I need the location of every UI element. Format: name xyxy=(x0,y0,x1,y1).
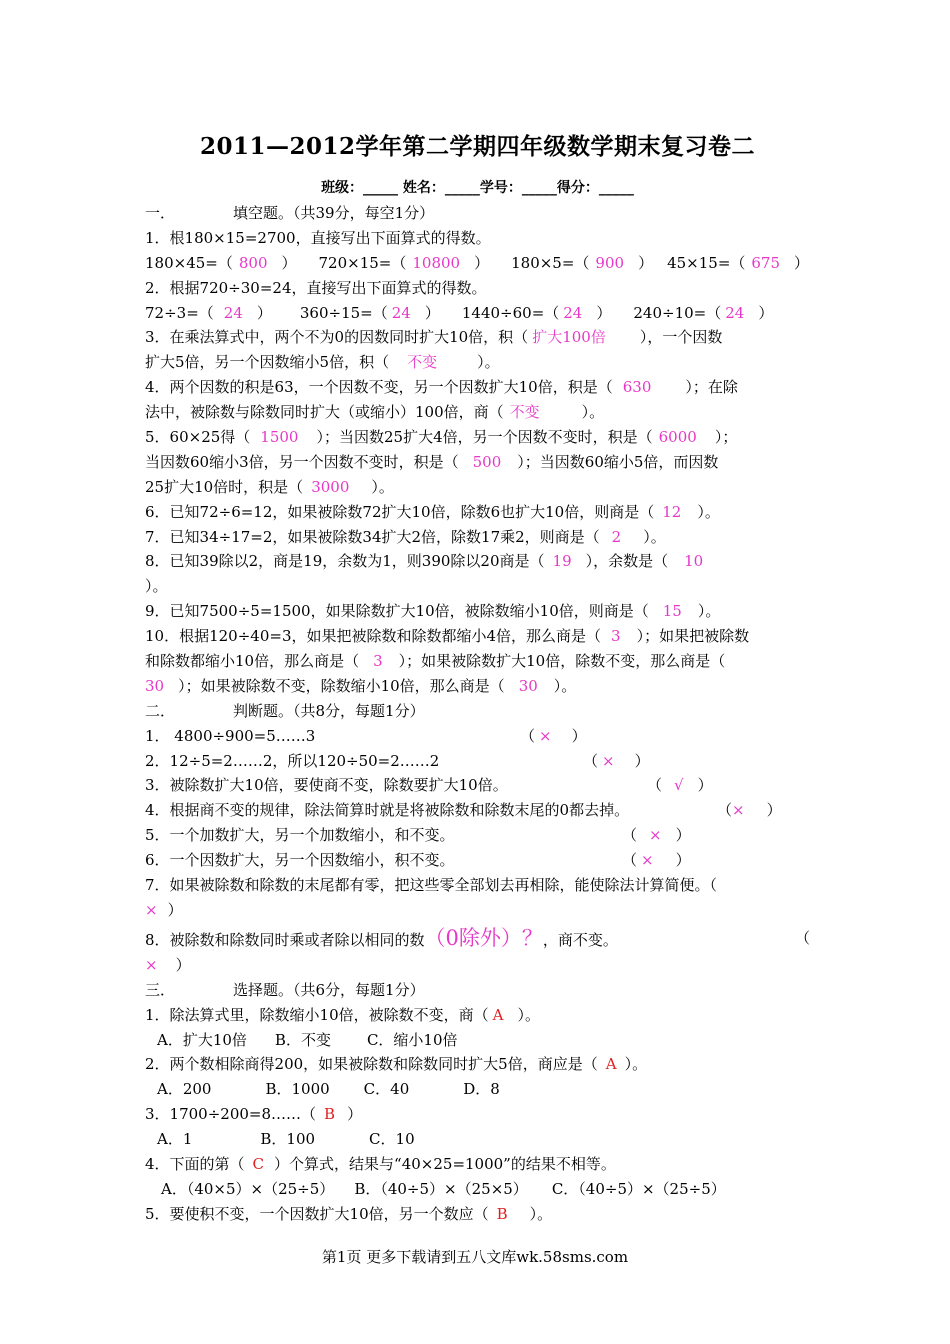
answer: 30 xyxy=(145,676,165,695)
student-info-line: 班级：_____ 姓名：_____学号：_____得分：_____ xyxy=(321,180,634,196)
answer: 10800 xyxy=(412,253,461,272)
answer: 630 xyxy=(622,378,652,397)
judge-item-4: 4．根据商不变的规律，除法简算时就是将被除数和除数末尾的0都去掉。 （× ） xyxy=(145,801,782,820)
answer: 不变 xyxy=(509,403,540,422)
question-1-3-line1: 3．在乘法算式中，两个不为0的因数同时扩大10倍，积（ 扩大100倍 ），一个因数 xyxy=(145,328,723,347)
answer: 24 xyxy=(391,303,411,322)
judge-item-3: 3．被除数扩大10倍，要使商不变，除数要扩大10倍。 （ √ ） xyxy=(145,776,713,795)
answer: 1500 xyxy=(260,428,299,447)
judge-item-2: 2．12÷5=2……2，所以120÷50=2……2 （ × ） xyxy=(145,751,650,770)
answer: 30 xyxy=(518,676,538,695)
choice-3-options: A．1 B．100 C．10 xyxy=(157,1130,415,1149)
answer: 2 xyxy=(611,527,622,546)
judge-item-5: 5．一个加数扩大，另一个加数缩小，和不变。 （ × ） xyxy=(145,826,691,845)
choice-2: 2．两个数相除商得200，如果被除数和除数同时扩大5倍，商应是（ A ）。 xyxy=(145,1055,648,1074)
choice-2-options: A．200 B．1000 C．40 D．8 xyxy=(157,1080,500,1099)
choice-4-options: A．（40×5）×（25÷5） B．（40÷5）×（25×5） C．（40÷5）×（25÷5） xyxy=(161,1179,726,1198)
answer: √ xyxy=(674,776,684,795)
question-1-4-line2: 法中，被除数与除数同时扩大（或缩小）100倍，商（ 不变 ）。 xyxy=(145,403,605,422)
choice-1-options: A．扩大10倍 B．不变 C．缩小10倍 xyxy=(157,1030,458,1049)
judge-item-7: 7．如果被除数和除数的末尾都有零，把这些零全部划去再相除，能使除法计算简便。（ xyxy=(145,876,718,895)
answer: 不变 xyxy=(407,353,438,372)
section-2-heading: 二． 判断题。（共8分，每题1分） xyxy=(145,701,425,720)
answer: 900 xyxy=(595,253,625,272)
answer: × xyxy=(732,801,745,820)
question-1-8-line2: ）。 xyxy=(145,577,168,596)
question-1-2: 2．根据720÷30=24，直接写出下面算式的得数。 xyxy=(145,278,487,297)
answer: 12 xyxy=(662,502,682,521)
choice-1: 1．除法算式里，除数缩小10倍，被除数不变，商（ A ）。 xyxy=(145,1005,540,1024)
question-1-4-line1: 4．两个因数的积是63，一个因数不变，另一个因数扩大10倍，积是（ 630 ）；在除 xyxy=(145,378,738,397)
section-1-heading: 一． 填空题。（共39分，每空1分） xyxy=(145,204,435,222)
question-1-7: 7．已知34÷17=2，如果被除数34扩大2倍，除数17乘2，则商是（ 2 ）。 xyxy=(145,527,666,546)
answer: A xyxy=(492,1005,504,1024)
answer: 扩大100倍 xyxy=(532,328,606,347)
question-1-5-line2: 当因数60缩小3倍，另一个因数不变时，积是（ 500 ）；当因数60缩小5倍，而因数 xyxy=(145,452,719,471)
answer: 3000 xyxy=(311,477,350,496)
worksheet-page xyxy=(145,130,810,1227)
question-1-9: 9．已知7500÷5=1500，如果除数扩大10倍，被除数缩小10倍，则商是（ 15 ）。 xyxy=(145,602,721,621)
question-1-3-line2: 扩大5倍，另一个因数缩小5倍，积（ 不变 ）。 xyxy=(145,353,500,372)
question-1-10-line3: 30 ）；如果被除数不变，除数缩小10倍，那么商是（ 30 ）。 xyxy=(145,676,577,695)
answer: C xyxy=(252,1154,265,1173)
answer: 24 xyxy=(223,303,243,322)
question-1-2-answers: 72÷3=（ 24 ） 360÷15=（ 24 ） 1440÷60=（ 24 ） 240÷10=（ 24 ） xyxy=(145,303,774,322)
question-1-8-line1: 8．已知39除以2，商是19，余数为1，则390除以20商是（ 19 ），余数是（ 10 xyxy=(145,552,704,571)
answer: A xyxy=(605,1055,617,1074)
note: （0除外）？ xyxy=(424,925,543,950)
answer: × xyxy=(602,751,615,770)
answer: 15 xyxy=(662,602,682,621)
judge-item-8-answer: × ） xyxy=(145,955,191,974)
question-1-5-line1: 5．60×25得（ 1500 ）；当因数25扩大4倍，另一个因数不变时，积是（ 6000 ）； xyxy=(145,428,738,447)
answer: B xyxy=(324,1105,336,1124)
question-1-1: 1．根180×15=2700，直接写出下面算式的得数。 xyxy=(145,228,491,247)
answer: 3 xyxy=(373,652,383,671)
answer: 24 xyxy=(725,303,745,322)
answer: 6000 xyxy=(658,428,697,447)
answer: × xyxy=(145,955,158,974)
answer: B xyxy=(496,1204,508,1223)
choice-4: 4．下面的第（ C ）个算式，结果与“40×25=1000”的结果不相等。 xyxy=(145,1154,616,1173)
question-1-1-answers: 180×45=（ 800 ） 720×15=（ 10800 ） 180×5=（ 900 ） 45×15=（ 675 ） xyxy=(145,253,810,272)
question-1-10-line1: 10．根据120÷40=3，如果把被除数和除数都缩小4倍，那么商是（ 3 ）；如果把被除数 xyxy=(145,627,750,646)
answer: 500 xyxy=(472,452,502,471)
answer: 675 xyxy=(751,253,781,272)
answer: 24 xyxy=(563,303,583,322)
judge-item-8: 8．被除数和除数同时乘或者除以相同的数（0除外）？，商不变。 （ xyxy=(145,925,811,950)
judge-item-6: 6．一个因数扩大，另一个因数缩小，积不变。 （ × ） xyxy=(145,851,691,870)
question-1-10-line2: 和除数都缩小10倍，那么商是（ 3 ）；如果被除数扩大10倍，除数不变，那么商是（ xyxy=(145,652,726,671)
answer: × xyxy=(539,726,552,745)
question-1-5-line3: 25扩大10倍时，积是（ 3000 ）。 xyxy=(145,477,394,496)
section-3-heading: 三． 选择题。（共6分，每题1分） xyxy=(145,980,425,999)
answer: 19 xyxy=(552,552,572,571)
answer: × xyxy=(145,900,158,919)
answer: 10 xyxy=(684,552,704,571)
choice-3: 3．1700÷200=8……（ B ） xyxy=(145,1105,363,1124)
answer: × xyxy=(649,826,662,845)
judge-item-7-answer: × ） xyxy=(145,900,183,919)
answer: × xyxy=(641,851,654,870)
page-footer: 第1页 更多下载请到五八文库wk.58sms.com xyxy=(321,1248,629,1266)
answer: 800 xyxy=(238,253,268,272)
answer: 3 xyxy=(611,627,621,646)
judge-item-1: 1． 4800÷900=5……3 （ × ） xyxy=(145,726,587,745)
question-1-6: 6．已知72÷6=12，如果被除数72扩大10倍，除数6也扩大10倍，则商是（ 12 ）。 xyxy=(145,502,720,521)
page-title: 2011—2012学年第二学期四年级数学期末复习卷二 xyxy=(199,133,756,160)
choice-5: 5．要使积不变，一个因数扩大10倍，另一个数应（ B ）。 xyxy=(145,1204,553,1223)
